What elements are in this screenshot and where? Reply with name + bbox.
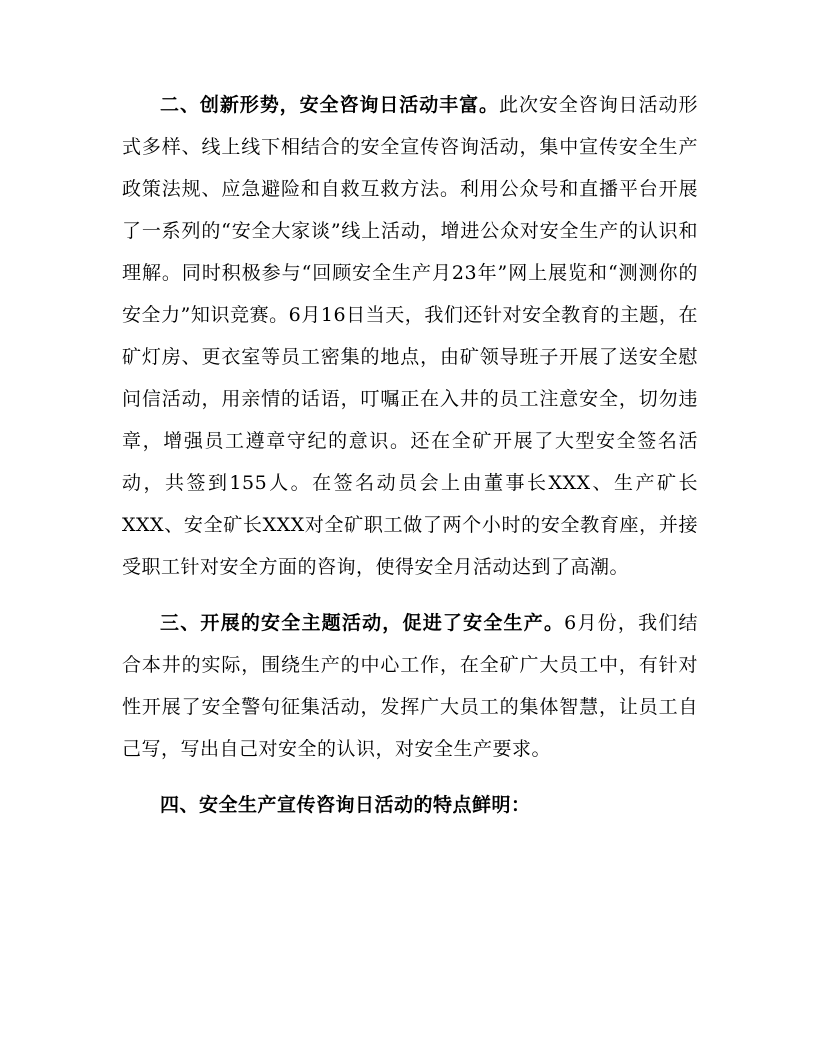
section-body-3: 6月份，我们结合本井的实际，围绕生产的中心工作，在全矿广大员工中，有针对性开展了安全警句征集活动，发挥广大员工的集体智慧，让员工自己写，写出自己对安全的认识，对安全生产要求。 — [122, 612, 698, 760]
section-heading-3: 三、开展的安全主题活动，促进了安全生产。 — [160, 612, 565, 634]
section-heading-4: 四、安全生产宣传咨询日活动的特点鲜明： — [160, 794, 531, 816]
section-heading-2: 二、创新形势，安全咨询日活动丰富。 — [160, 94, 499, 116]
paragraph-section-4 — [122, 784, 698, 826]
paragraph-section-3 — [122, 602, 698, 770]
document-page — [122, 84, 698, 826]
section-body-2: 此次安全咨询日活动形式多样、线上线下相结合的安全宣传咨询活动，集中宣传安全生产政策法规、应急避险和自救互救方法。利用公众号和直播平台开展了一系列的“安全大家谈”线上活动，增进公众对安全生产的认识和理解。同时积极参与“回顾安全生产月23年”网上展览和“测测你的安全力”知识竞赛。6月16日当天，我们还针对安全教育的主题，在矿灯房、更衣室等员工密集的地点，由矿领导班子开展了送安全慰问信活动，用亲情的话语，叮嘱正在入井的员工注意安全，切勿违章，增强员工遵章守纪的意识。还在全矿开展了大型安全签名活动，共签到155人。在签名动员会上由董事长XXX、生产矿长XXX、安全矿长XXX对全矿职工做了两个小时的安全教育座，并接受职工针对安全方面的咨询，使得安全月活动达到了高潮。 — [122, 94, 698, 578]
paragraph-section-2 — [122, 84, 698, 588]
